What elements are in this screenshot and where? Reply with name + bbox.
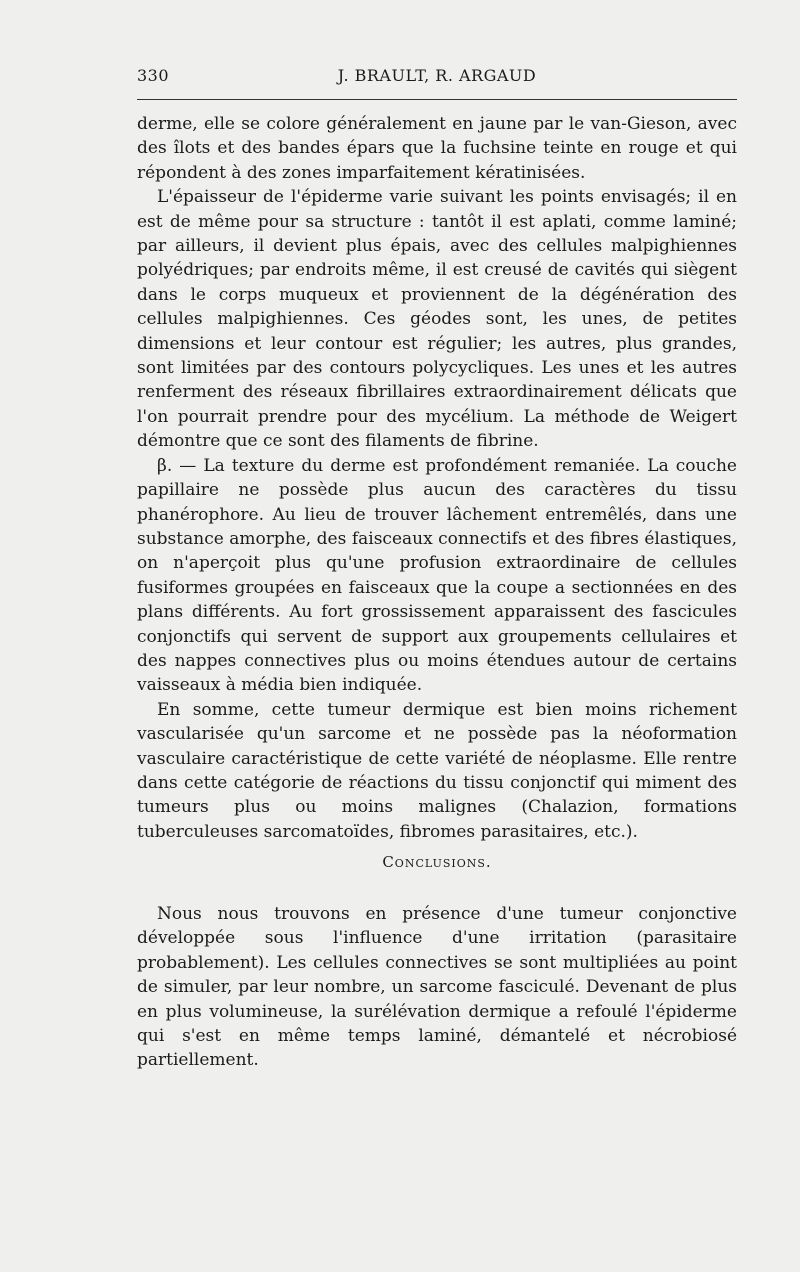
conclusion-text bbox=[137, 902, 737, 1073]
conclusion-paragraph: Nous nous trouvons en présence d'une tumeur conjonctive développée sous l'influence d'une irritation (parasitaire probablement). Les cellules connectives se sont multipliées au point de simuler, par leur nombre, un sarcome fasciculé. Devenant de plus en plus volumineuse, la surélévation dermique a refoulé l'épiderme qui s'est en même temps laminé, démantelé et nécrobiosé partiellement. bbox=[137, 904, 737, 1071]
section-title: Conclusions. bbox=[382, 853, 492, 871]
page-header bbox=[137, 62, 737, 90]
page-number: 330 bbox=[137, 66, 170, 85]
paragraph: β. — La texture du derme est profondément remaniée. La couche papillaire ne possède plus aucun des caractères du tissu phanérophore. Au lieu de trouver lâchement entremêlés, dans une substance amorphe, des faisceaux connectifs et des fibres élastiques, on n'aperçoit plus qu'une profusion extraordinaire de cellules fusiformes groupées en faisceaux que la coupe a sectionnées en des plans différents. Au fort grossissement apparaissent des fascicules conjonctifs qui servent de support aux groupements cellulaires et des nappes connectives plus ou moins étendues autour de certains vaisseaux à média bien indiquée. bbox=[137, 455, 737, 696]
running-head: J. BRAULT, R. ARGAUD bbox=[337, 66, 537, 85]
paragraph: derme, elle se colore généralement en jaune par le van-Gieson, avec des îlots et des bandes épars que la fuchsine teinte en rouge et qui répondent à des zones imparfaitement kératinisées. bbox=[137, 114, 737, 183]
paragraph: L'épaisseur de l'épiderme varie suivant les points envisagés; il en est de même pour sa structure : tantôt il est aplati, comme laminé; par ailleurs, il devient plus épais, avec des cellules malpighiennes polyédriques; par endroits même, il est creusé de cavités qui siègent dans le corps muqueux et proviennent de la dégénération des cellules malpighiennes. Ces géodes sont, les unes, de petites dimensions et leur contour est régulier; les autres, plus grandes, sont limitées par des contours polycycliques. Les unes et les autres renferment des réseaux fibrillaires extraordinairement délicats que l'on pourrait prendre pour des mycélium. La méthode de Weigert démontre que ce sont des filaments de fibrine. bbox=[137, 187, 737, 452]
body-text bbox=[137, 112, 737, 844]
paragraph: En somme, cette tumeur dermique est bien moins richement vascularisée qu'un sarcome et ne possède pas la néoformation vasculaire caractéristique de cette variété de néoplasme. Elle rentre dans cette catégorie de réactions du tissu conjonctif qui miment des tumeurs plus ou moins malignes (Chalazion, formations tuberculeuses sarcomatoïdes, fibromes parasitaires, etc.). bbox=[137, 699, 737, 842]
header-rule bbox=[137, 99, 737, 100]
